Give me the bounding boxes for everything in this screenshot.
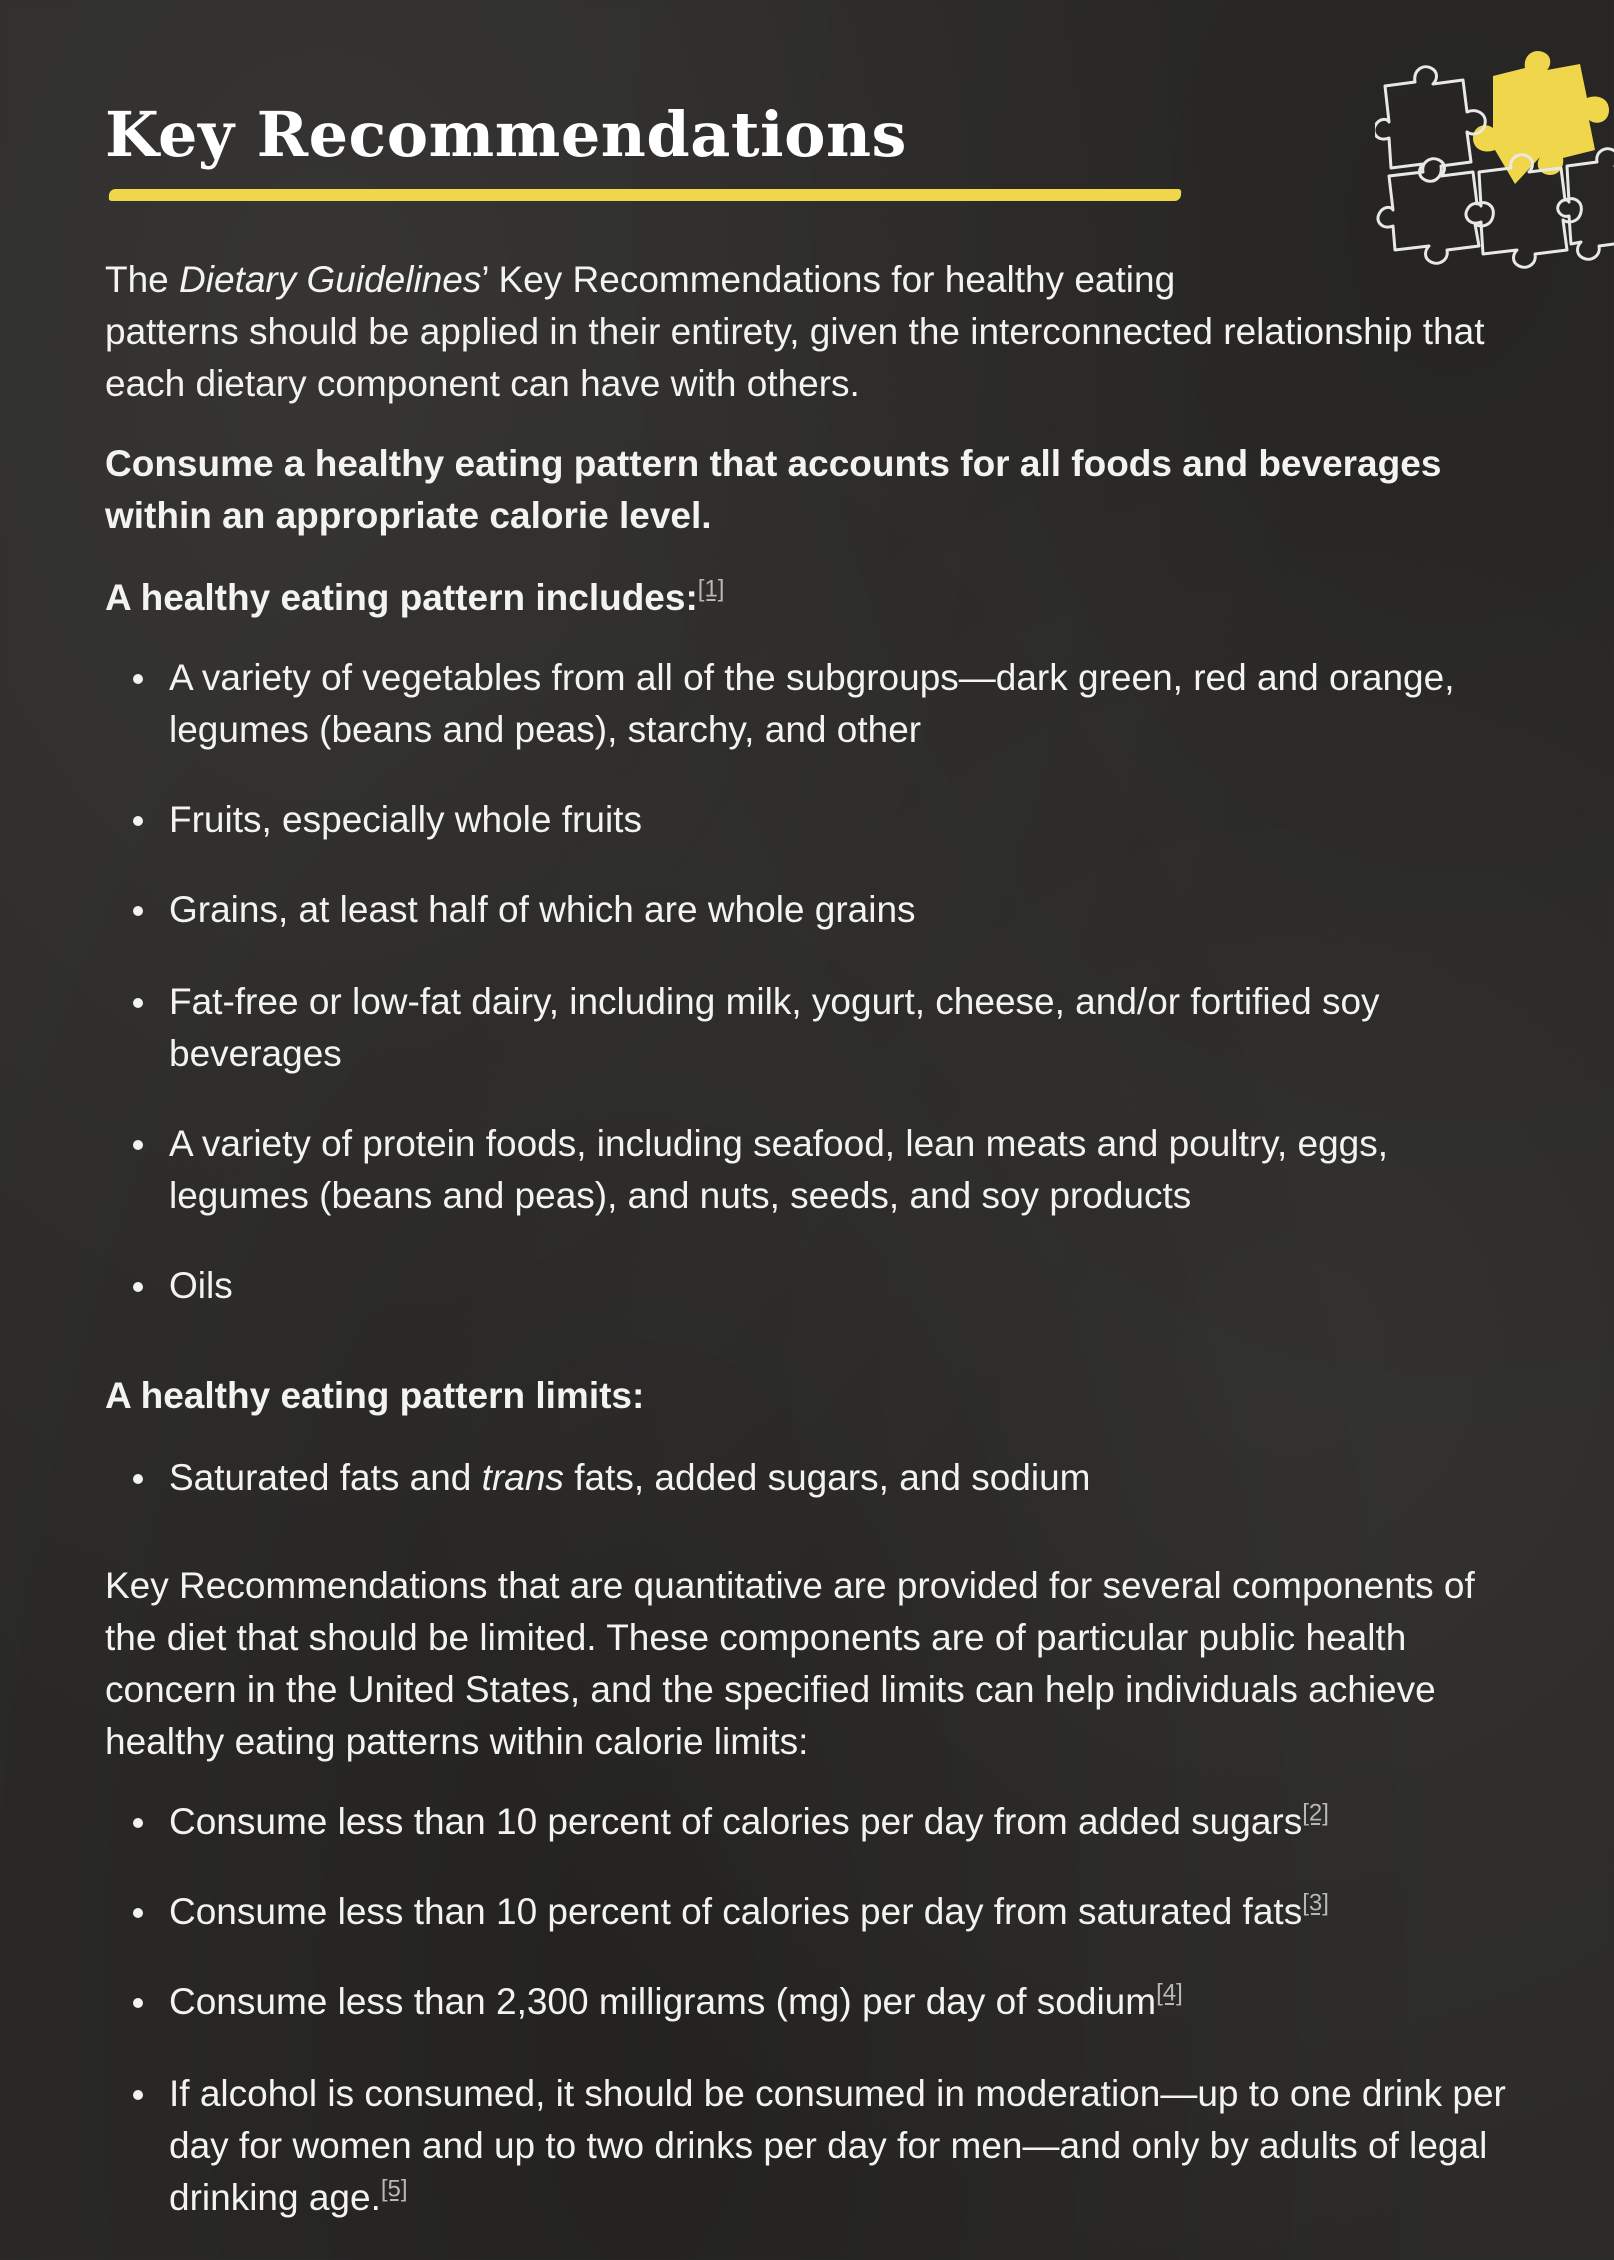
list-item: A variety of protein foods, including seafood, lean meats and poultry, eggs, legumes (beans and peas), and nuts, seeds, and soy products (169, 1118, 1509, 1222)
intro-line-1 (105, 254, 1505, 306)
list-item: Fat-free or low-fat dairy, including milk, yogurt, cheese, and/or fortified soy beverages (169, 976, 1509, 1080)
main-recommendation: Consume a healthy eating pattern that accounts for all foods and beverages within an appropriate calorie level. (105, 443, 1442, 536)
list-item: Oils (169, 1260, 1509, 1312)
list-item-text: Consume less than 10 percent of calories per day from saturated fats (169, 1891, 1303, 1932)
intro-text-after: ’ Key Recommendations for healthy eating (481, 259, 1176, 300)
includes-heading-text: A healthy eating pattern includes: (105, 577, 698, 618)
intro-italic-title: Dietary Guidelines (179, 259, 482, 300)
footnote-link-2[interactable]: [2] (1302, 1799, 1329, 1827)
intro-paragraph (105, 254, 1505, 410)
footnote-link-1[interactable]: [1] (697, 575, 725, 603)
list-item (169, 2068, 1509, 2224)
puzzle-pieces-icon (1375, 46, 1614, 286)
footnote-link-4[interactable]: [4] (1156, 1979, 1183, 2007)
list-item-text: If alcohol is consumed, it should be consumed in moderation—up to one drink per day for women and up to two drinks per day for men—and only by adults of legal drinking age. (169, 2073, 1506, 2218)
puzzle-piece-outline-1 (1375, 67, 1485, 181)
footnote-link-5[interactable]: [5] (380, 2175, 408, 2203)
list-item (169, 1886, 1509, 1938)
list-item: A variety of vegetables from all of the subgroups—dark green, red and orange, legumes (beans and peas), starchy, and other (169, 652, 1509, 756)
page-title: Key Recommendations (105, 98, 907, 171)
limits-item-italic: trans (481, 1457, 564, 1498)
list-item (169, 1452, 1509, 1504)
list-item: Fruits, especially whole fruits (169, 794, 1509, 846)
intro-text-before: The (105, 259, 180, 300)
title-underline (109, 189, 1182, 201)
intro-text-rest: patterns should be applied in their entirety, given the interconnected relationship that each dietary component can have with others. (105, 311, 1485, 404)
footnote-link-3[interactable]: [3] (1302, 1889, 1329, 1917)
includes-heading (105, 572, 724, 624)
limits-heading: A healthy eating pattern limits: (105, 1375, 645, 1416)
list-item: Grains, at least half of which are whole grains (169, 884, 1509, 936)
list-item-text: Consume less than 10 percent of calories per day from added sugars (169, 1801, 1303, 1842)
limits-item-before: Saturated fats and (169, 1457, 482, 1498)
quantitative-intro: Key Recommendations that are quantitative are provided for several components of the diet that should be limited. These components are of particular public health concern in the United States, and the specified limits can help individuals achieve healthy eating patterns within calorie limits: (105, 1565, 1475, 1762)
puzzle-piece-outline-2 (1378, 159, 1493, 264)
list-item (169, 1796, 1509, 1848)
list-item-text: Consume less than 2,300 milligrams (mg) per day of sodium (169, 1981, 1157, 2022)
limits-item-after: fats, added sugars, and sodium (563, 1457, 1091, 1498)
list-item (169, 1976, 1509, 2028)
